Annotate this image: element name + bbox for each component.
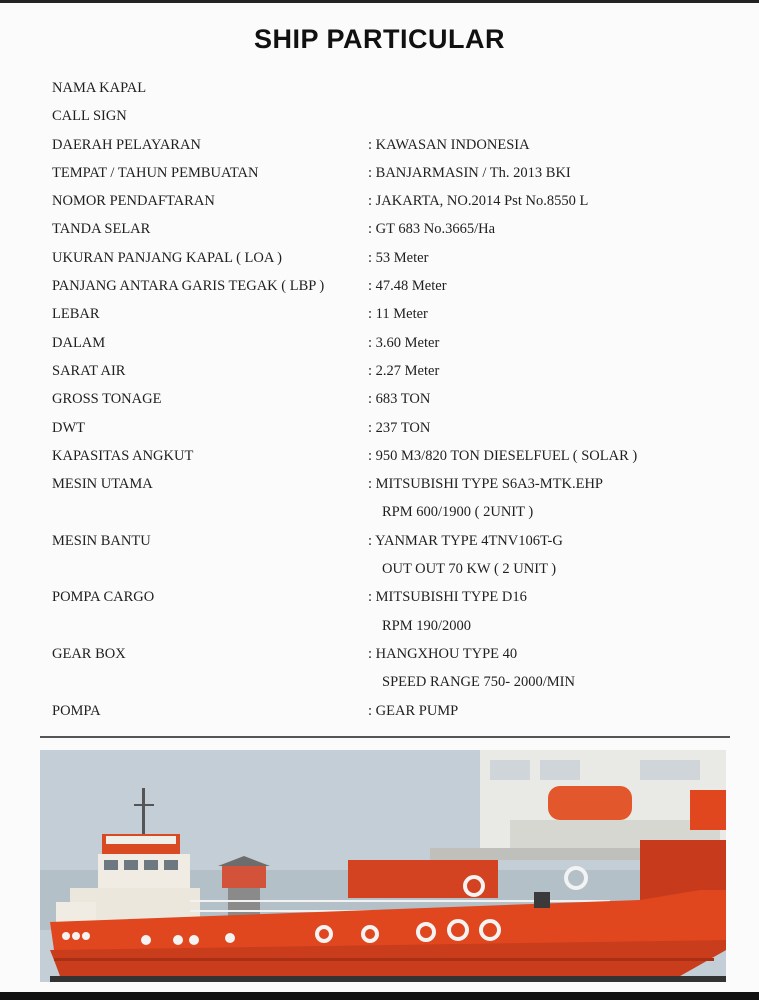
- spec-value: OUT OUT 70 KW ( 2 UNIT ): [382, 561, 557, 578]
- spec-row-gear-box: [52, 640, 732, 668]
- spec-row-lebar: [52, 300, 732, 328]
- spec-value: : 3.60 Meter: [368, 334, 440, 351]
- spec-row-gross-tonage: [52, 385, 732, 413]
- spec-row-mesin-bantu: [52, 527, 732, 555]
- spec-label: TEMPAT / TAHUN PEMBUATAN: [52, 164, 259, 181]
- spec-row-kapasitas-angkut: [52, 442, 732, 470]
- spec-row-gear-box-speed: [52, 668, 732, 696]
- spec-value: : 2.27 Meter: [368, 362, 440, 379]
- spec-label: UKURAN PANJANG KAPAL ( LOA ): [52, 249, 283, 266]
- spec-row-nama-kapal: [52, 74, 732, 102]
- spec-row-daerah-pelayaran: [52, 131, 732, 159]
- spec-label: POMPA CARGO: [52, 589, 155, 606]
- spec-label: POMPA: [52, 702, 101, 719]
- spec-label: DWT: [52, 419, 86, 436]
- top-border: [0, 0, 759, 3]
- spec-label: MESIN UTAMA: [52, 476, 153, 493]
- spec-value: : HANGXHOU TYPE 40: [368, 645, 518, 662]
- spec-label: SARAT AIR: [52, 362, 126, 379]
- spec-label: DAERAH PELAYARAN: [52, 136, 201, 153]
- spec-value: RPM 600/1900 ( 2UNIT ): [382, 504, 534, 521]
- spec-row-loa: [52, 244, 732, 272]
- spec-label: GEAR BOX: [52, 645, 126, 662]
- spec-row-dwt: [52, 414, 732, 442]
- spec-value: : JAKARTA, NO.2014 Pst No.8550 L: [368, 193, 589, 210]
- spec-label: KAPASITAS ANGKUT: [52, 447, 194, 464]
- bottom-border: [0, 992, 759, 1000]
- spec-value: : GT 683 No.3665/Ha: [368, 221, 496, 238]
- spec-row-mesin-utama: [52, 470, 732, 498]
- tanker-ship-illustration: [40, 750, 726, 982]
- spec-label: NOMOR PENDAFTARAN: [52, 193, 215, 210]
- spec-label: LEBAR: [52, 306, 100, 323]
- spec-value: : KAWASAN INDONESIA: [368, 136, 530, 153]
- spec-value: : 11 Meter: [368, 306, 428, 323]
- spec-value: : MITSUBISHI TYPE S6A3-MTK.EHP: [368, 476, 603, 493]
- spec-value: SPEED RANGE 750- 2000/MIN: [382, 674, 575, 691]
- spec-row-nomor-pendaftaran: [52, 187, 732, 215]
- spec-row-call-sign: [52, 102, 732, 130]
- spec-row-dalam: [52, 329, 732, 357]
- spec-row-mesin-bantu-output: [52, 555, 732, 583]
- spec-label: CALL SIGN: [52, 108, 127, 125]
- spec-value: : GEAR PUMP: [368, 702, 459, 719]
- spec-row-mesin-utama-rpm: [52, 498, 732, 526]
- spec-row-tanda-selar: [52, 215, 732, 243]
- spec-value: RPM 190/2000: [382, 617, 472, 634]
- spec-row-lbp: [52, 272, 732, 300]
- spec-row-pompa-cargo: [52, 583, 732, 611]
- spec-label: NAMA KAPAL: [52, 80, 147, 96]
- spec-row-sarat-air: [52, 357, 732, 385]
- spec-row-pompa-cargo-rpm: [52, 612, 732, 640]
- spec-label: MESIN BANTU: [52, 532, 151, 549]
- spec-value: : 950 M3/820 TON DIESELFUEL ( SOLAR ): [368, 447, 638, 464]
- spec-value: : 47.48 Meter: [368, 278, 447, 295]
- spec-value: : 237 TON: [368, 419, 431, 436]
- spec-value: : 683 TON: [368, 391, 431, 408]
- spec-row-pompa: [52, 697, 732, 725]
- spec-value: : BANJARMASIN / Th. 2013 BKI: [368, 164, 571, 181]
- ship-photo: [40, 750, 726, 982]
- ship-particulars-list: [52, 74, 732, 725]
- spec-row-tempat-tahun: [52, 159, 732, 187]
- spec-label: PANJANG ANTARA GARIS TEGAK ( LBP ): [52, 278, 325, 295]
- spec-value: : MITSUBISHI TYPE D16: [368, 589, 527, 606]
- spec-value: : 53 Meter: [368, 249, 429, 266]
- spec-label: GROSS TONAGE: [52, 391, 162, 408]
- page-title: SHIP PARTICULAR: [253, 24, 505, 54]
- section-divider: [40, 736, 730, 738]
- spec-label: TANDA SELAR: [52, 221, 151, 238]
- spec-value: : YANMAR TYPE 4TNV106T-G: [368, 532, 563, 549]
- spec-label: DALAM: [52, 334, 106, 351]
